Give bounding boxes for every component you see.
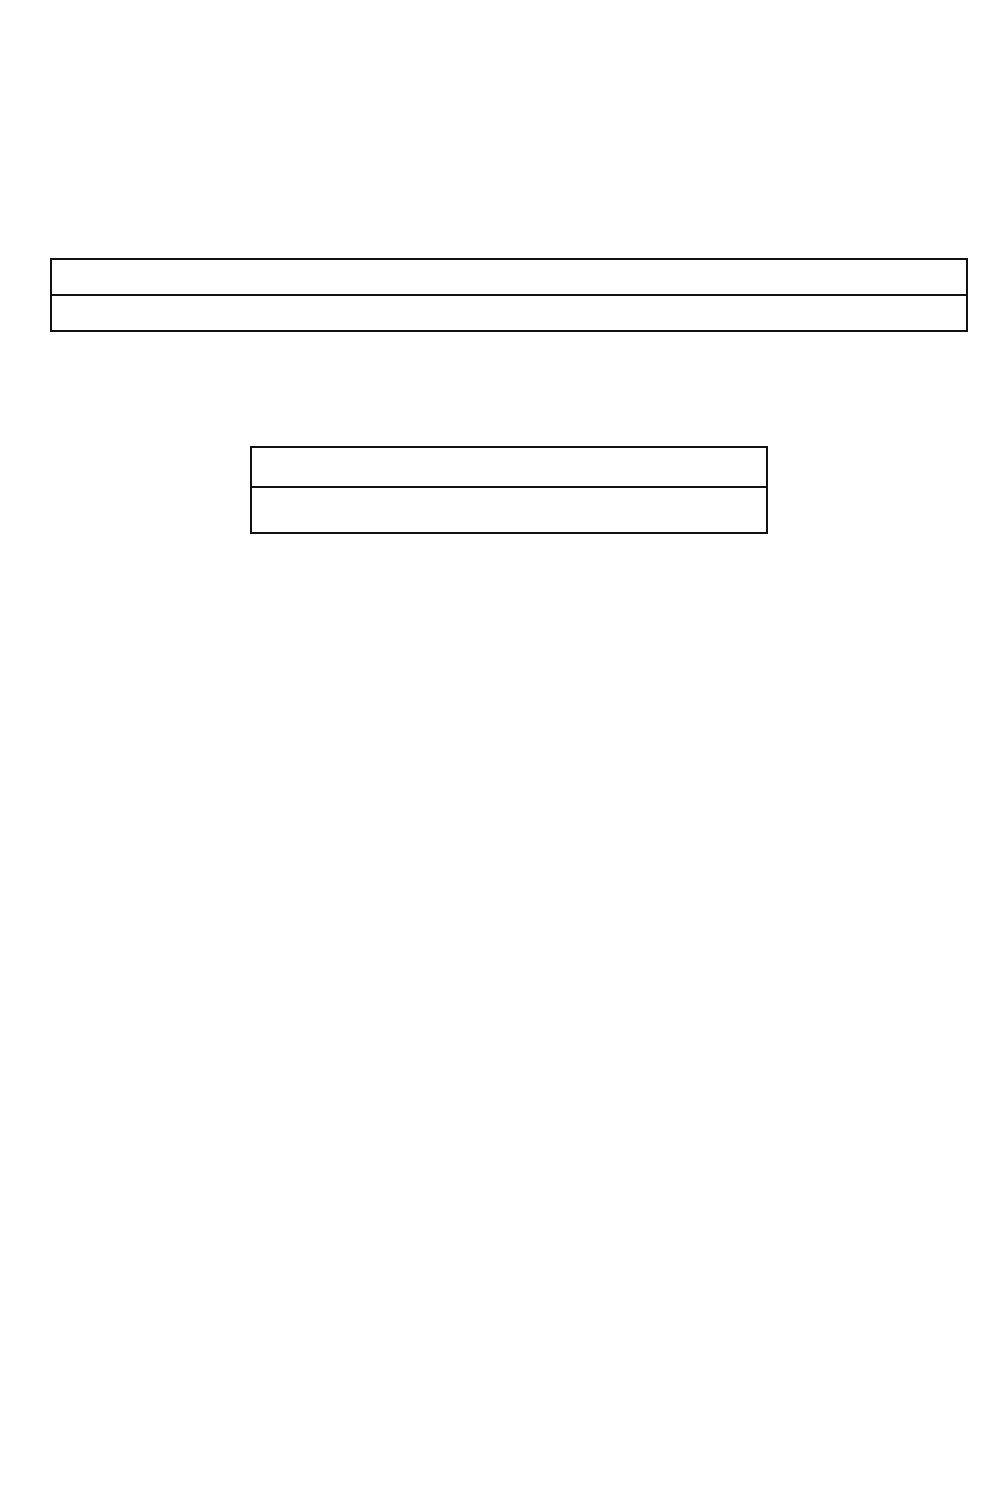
table-header-question bbox=[51, 259, 967, 295]
q28-part1 bbox=[60, 1409, 100, 1442]
multi-choice-answer-table bbox=[250, 446, 768, 534]
single-choice-answer-table bbox=[50, 258, 968, 332]
table-header-question bbox=[251, 447, 767, 487]
table-header-answer bbox=[251, 487, 767, 533]
table-header-answer bbox=[51, 295, 967, 331]
